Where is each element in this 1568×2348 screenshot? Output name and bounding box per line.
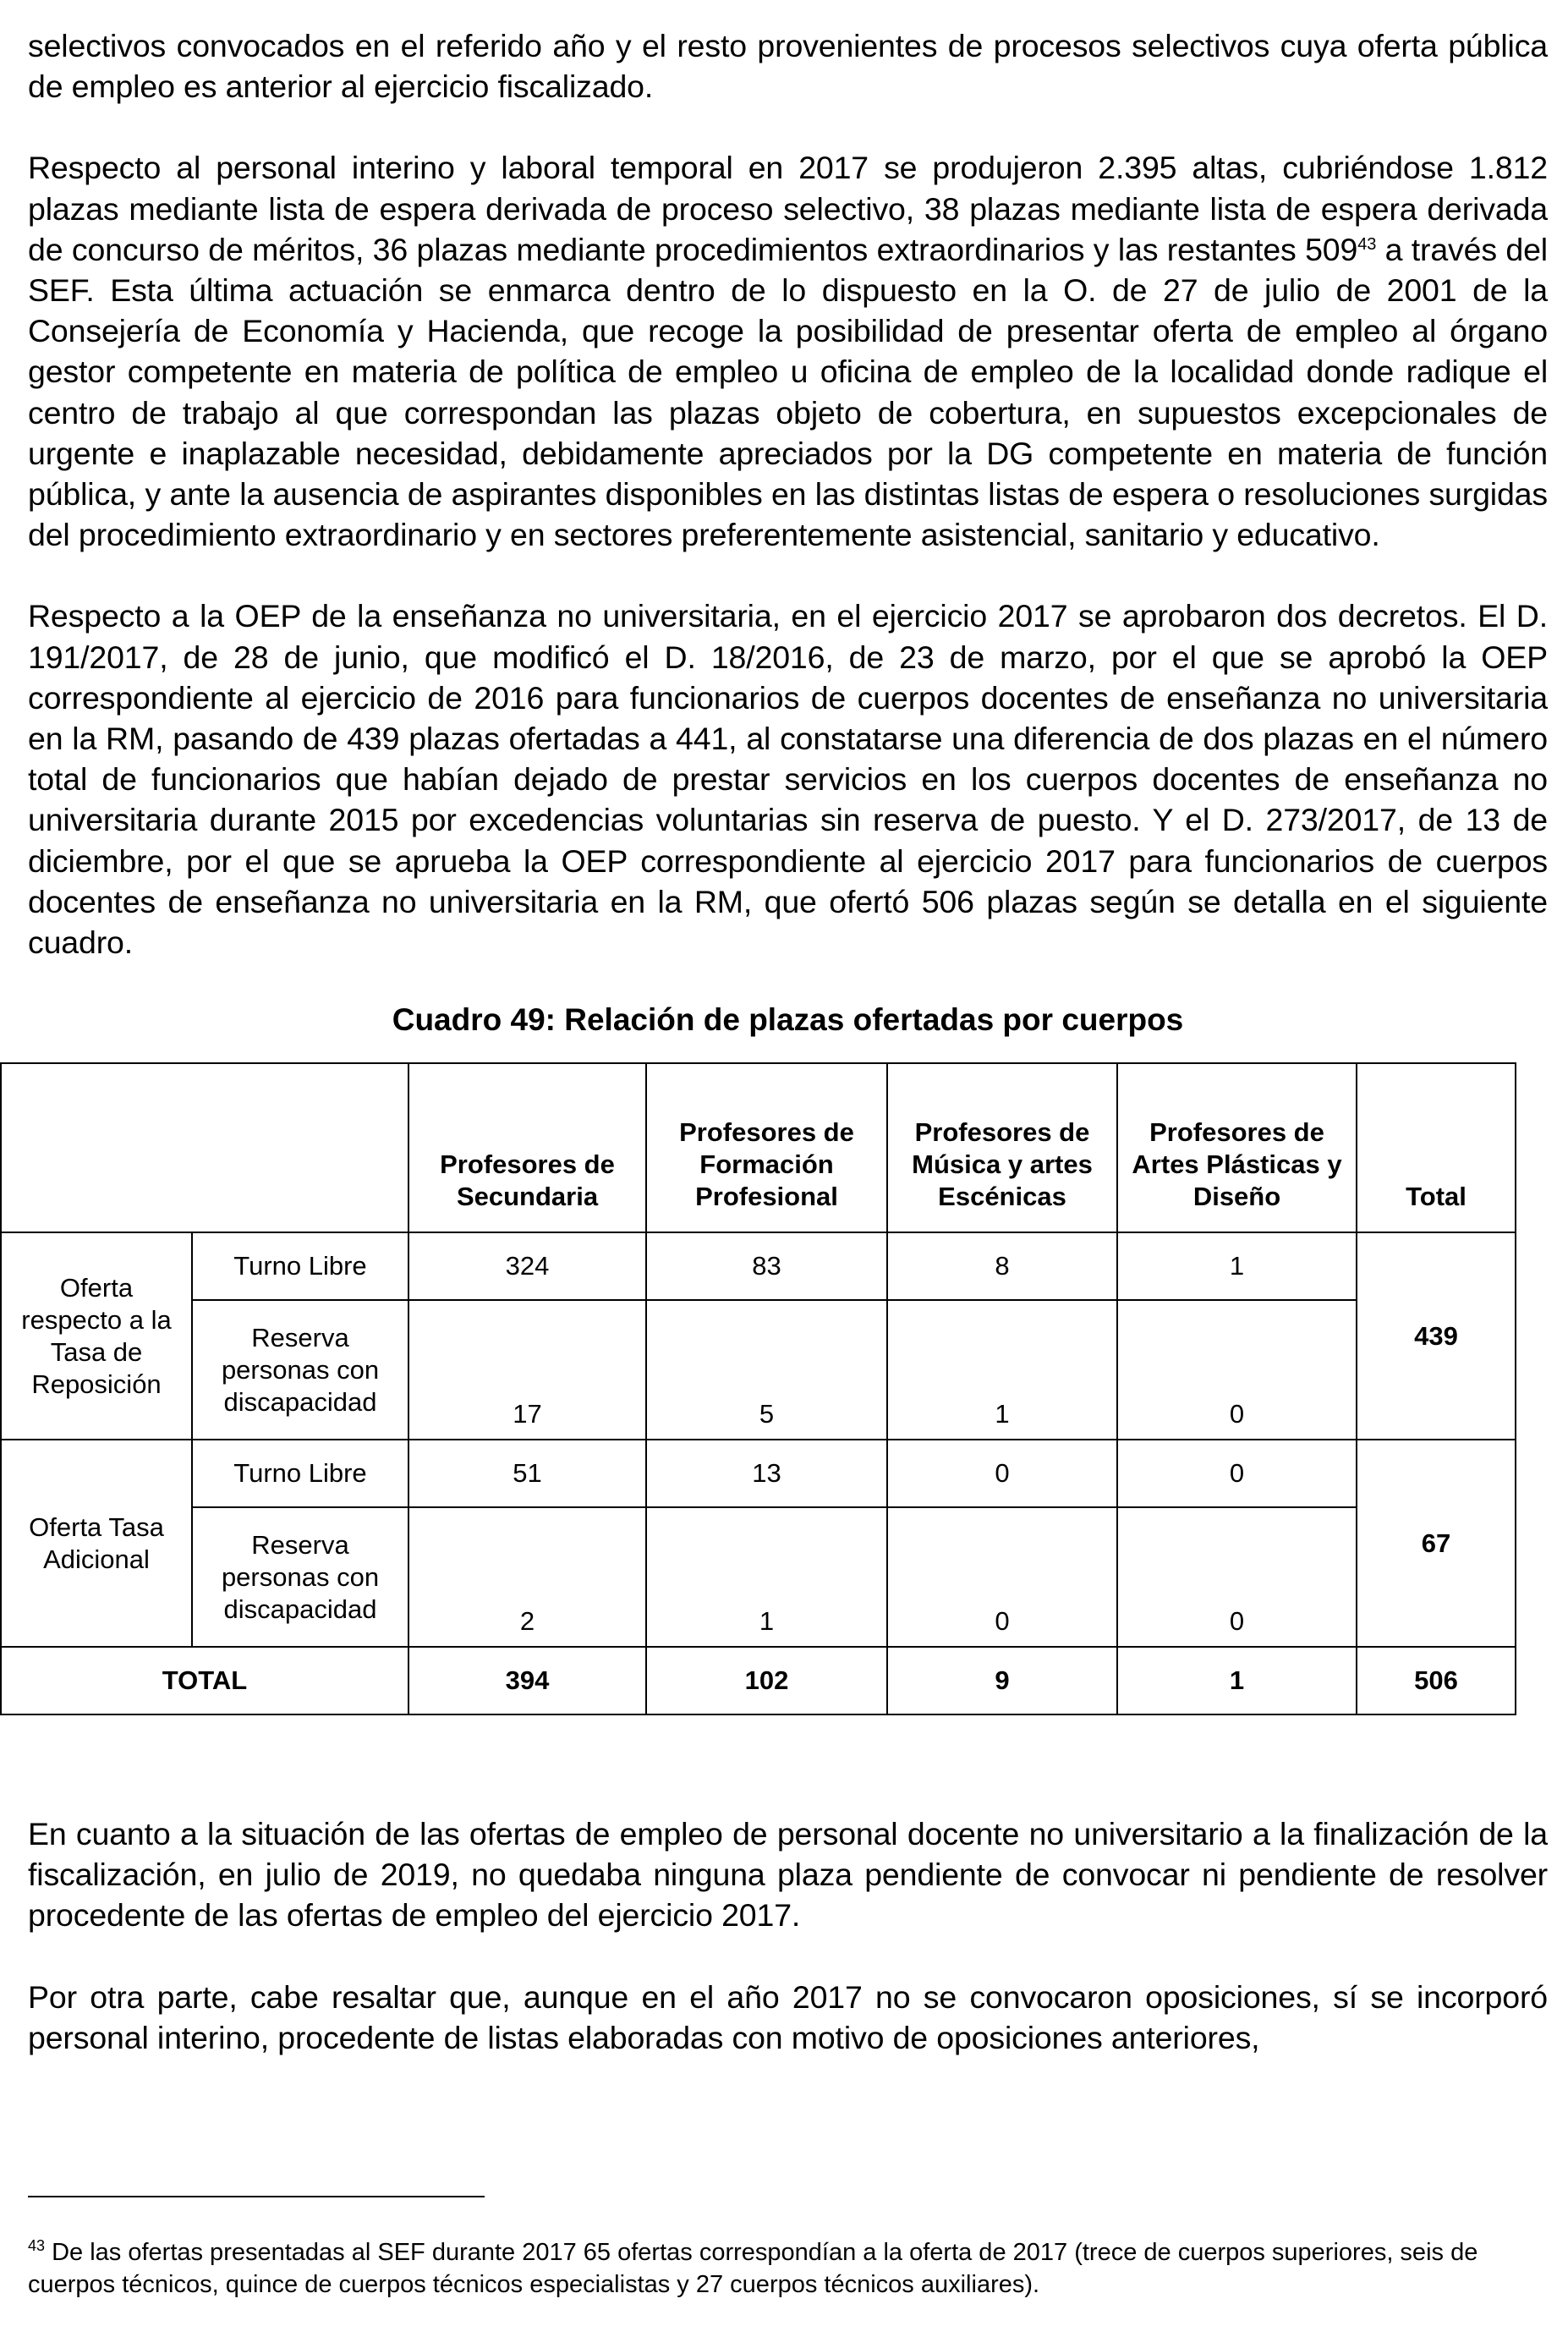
paragraph-2-text-b: a través del SEF. Esta última actuación se enmarca dentro de lo dispuesto en la O. de 27 de julio de 2001 de la Consejería de Economía y Hacienda, que recoge la posibilidad de presentar oferta de empleo al órgano gestor competente en materia de política de empleo u oficina de empleo de la localidad donde radique el centro de trabajo al que correspondan las plazas objeto de cobertura, en supuestos excepcionales de urgente e inaplazable necesidad, debidamente apreciados por la DG competente en materia de función pública, y ante la ausencia de aspirantes disponibles en las distintas listas de espera o resoluciones surgidas del procedimiento extraordinario y en sectores preferentemente asistencial, sanitario y educativo. (28, 231, 1548, 553)
row-label: Turno Libre (192, 1232, 408, 1300)
header-total: Total (1357, 1063, 1516, 1232)
table-header-row (1, 1063, 1516, 1232)
cell-value: 0 (1117, 1507, 1357, 1647)
row-label: Reserva personas con discapacidad (192, 1507, 408, 1647)
row-label: Turno Libre (192, 1440, 408, 1507)
cell-value: 0 (1117, 1300, 1357, 1440)
group-label-tasa-adicional: Oferta Tasa Adicional (1, 1440, 192, 1647)
header-formacion-profesional: Profesores de Formación Profesional (646, 1063, 887, 1232)
cell-value: 2 (408, 1507, 646, 1647)
group-total-tasa-adicional: 67 (1357, 1440, 1516, 1647)
total-value: 394 (408, 1647, 646, 1714)
table-row (1, 1507, 1516, 1647)
cell-value: 324 (408, 1232, 646, 1300)
grand-total-value: 506 (1357, 1647, 1516, 1714)
footnote-reference: 43 (1357, 234, 1377, 254)
table-row (1, 1232, 1516, 1300)
header-empty-cell (1, 1063, 408, 1232)
header-artes-plasticas: Profesores de Artes Plásticas y Diseño (1117, 1063, 1357, 1232)
group-total-tasa-reposicion: 439 (1357, 1232, 1516, 1440)
group-label-tasa-reposicion: Oferta respecto a la Tasa de Reposición (1, 1232, 192, 1440)
cell-value: 1 (887, 1300, 1117, 1440)
footnote-number: 43 (28, 2237, 46, 2254)
cell-value: 0 (887, 1440, 1117, 1507)
cell-value: 1 (646, 1507, 887, 1647)
cell-value: 5 (646, 1300, 887, 1440)
cell-value: 83 (646, 1232, 887, 1300)
cell-value: 17 (408, 1300, 646, 1440)
document-page (28, 25, 1548, 1040)
row-label: Reserva personas con discapacidad (192, 1300, 408, 1440)
footnote-text: De las ofertas presentadas al SEF durante 2017 65 ofertas correspondían a la oferta de 2017 (trece de cuerpos superiores, seis de cuerpos técnicos, quince de cuerpos técnicos especialistas y 27 cuerpos técnicos auxiliares). (28, 2239, 1478, 2298)
paragraph-4: En cuanto a la situación de las ofertas de empleo de personal docente no universitario a la finalización de la fiscalización, en julio de 2019, no quedaba ninguna plaza pendiente de convocar ni pendiente de resolver procedente de las ofertas de empleo del ejercicio 2017. (28, 1816, 1548, 1934)
paragraph-2-text-a: Respecto al personal interino y laboral temporal en 2017 se produjeron 2.395 altas, cubriéndose 1.812 plazas mediante lista de espera derivada de proceso selectivo, 38 plazas mediante lista de espera derivada de concurso de méritos, 36 plazas mediante procedimientos extraordinarios y las restantes 509 (28, 150, 1548, 267)
table-caption: Cuadro 49: Relación de plazas ofertadas por cuerpos (392, 1002, 1184, 1038)
header-musica-artes-escenicas: Profesores de Música y artes Escénicas (887, 1063, 1117, 1232)
total-value: 102 (646, 1647, 887, 1714)
cell-value: 0 (1117, 1440, 1357, 1507)
table-row (1, 1440, 1516, 1507)
cell-value: 1 (1117, 1232, 1357, 1300)
cell-value: 8 (887, 1232, 1117, 1300)
cell-value: 0 (887, 1507, 1117, 1647)
total-value: 9 (887, 1647, 1117, 1714)
post-table-text (28, 1813, 1548, 2058)
paragraph-3: Respecto a la OEP de la enseñanza no universitaria, en el ejercicio 2017 se aprobaron dos decretos. El D. 191/2017, de 28 de junio, que modificó el D. 18/2016, de 23 de marzo, por el que se aprobó la OEP correspondiente al ejercicio de 2016 para funcionarios de cuerpos docentes de enseñanza no universitaria en la RM, pasando de 439 plazas ofertadas a 441, al constatarse una diferencia de dos plazas en el número total de funcionarios que habían dejado de prestar servicios en los cuerpos docentes de enseñanza no universitaria durante 2015 por excedencias voluntarias sin reserva de puesto. Y el D. 273/2017, de 13 de diciembre, por el que se aprueba la OEP correspondiente al ejercicio 2017 para funcionarios de cuerpos docentes de enseñanza no universitaria en la RM, que ofertó 506 plazas según se detalla en el siguiente cuadro. (28, 598, 1548, 961)
paragraph-1: selectivos convocados en el referido año y el resto provenientes de procesos selectivos cuya oferta pública de empleo es anterior al ejercicio fiscalizado. (28, 28, 1548, 105)
paragraph-2 (28, 147, 1548, 555)
footnote (28, 2236, 1550, 2301)
table-total-row (1, 1647, 1516, 1714)
plazas-table (0, 1062, 1516, 1715)
footnote-separator (28, 2196, 485, 2197)
header-secundaria: Profesores de Secundaria (408, 1063, 646, 1232)
table-row (1, 1300, 1516, 1440)
cell-value: 13 (646, 1440, 887, 1507)
total-value: 1 (1117, 1647, 1357, 1714)
cell-value: 51 (408, 1440, 646, 1507)
paragraph-5: Por otra parte, cabe resaltar que, aunque en el año 2017 no se convocaron oposiciones, sí se incorporó personal interino, procedente de listas elaboradas con motivo de oposiciones anteriores, (28, 1978, 1548, 2055)
total-label: TOTAL (1, 1647, 408, 1714)
